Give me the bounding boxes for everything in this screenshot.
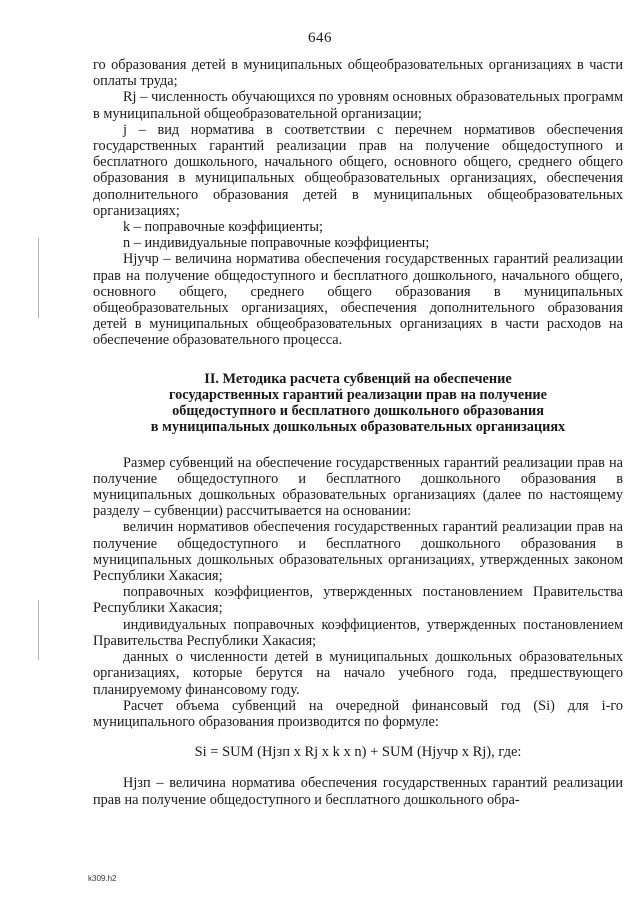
paragraph: Размер субвенций на обеспечение государственных гарантий реализации прав на получение общедоступного и бесплатного дошкольного образования в муниципальных дошкольных образовательных организациях (далее по настоящему разделу – субвенции) рассчитывается на основании: bbox=[93, 454, 623, 520]
section-heading-line: в муниципальных дошкольных образовательных организациях bbox=[150, 418, 566, 435]
footer-code: k309.h2 bbox=[88, 874, 117, 883]
paragraph: данных о численности детей в муниципальных дошкольных образовательных организациях, которые берутся на начало учебного года, предшествующего планируемому финансовому году. bbox=[93, 649, 623, 698]
document-body bbox=[93, 57, 623, 808]
paragraph: индивидуальных поправочных коэффициентов, утвержденных постановлением Правительства Республики Хакасия; bbox=[93, 616, 623, 649]
paragraph: n – индивидуальные поправочные коэффициенты; bbox=[123, 235, 430, 252]
paragraph: Расчет объема субвенций на очередной финансовый год (Si) для i-го муниципального образования производится по формуле: bbox=[93, 697, 623, 730]
paragraph: Hjучр – величина норматива обеспечения государственных гарантий реализации прав на получение общедоступного и бесплатного дошкольного, начального общего, основного общего, среднего общего образования в муниципальных общеобразовательных организациях, обеспечения дополнительного образования детей в муниципальных общеобразовательных организациях в части расходов на обеспечение образовательного процесса. bbox=[93, 251, 623, 349]
paragraph: величин нормативов обеспечения государственных гарантий реализации прав на получение общедоступного и бесплатного дошкольного образования в муниципальных дошкольных образовательных организациях, утвержденных законом Республики Хакасия; bbox=[93, 519, 623, 585]
section-heading-line: государственных гарантий реализации прав на получение bbox=[168, 386, 548, 403]
paragraph: го образования детей в муниципальных общеобразовательных организациях в части оплаты труда; bbox=[93, 57, 623, 90]
paragraph: Rj – численность обучающихся по уровням основных образовательных программ в муниципальной общеобразовательной организации; bbox=[93, 89, 623, 122]
formula: Si = SUM (Hjзп x Rj x k x n) + SUM (Hjучр x Rj), где: bbox=[194, 744, 522, 761]
margin-scan-mark bbox=[38, 238, 39, 318]
paragraph: k – поправочные коэффициенты; bbox=[123, 219, 324, 236]
section-heading-line: II. Методика расчета субвенций на обеспечение bbox=[204, 370, 512, 387]
paragraph: поправочных коэффициентов, утвержденных постановлением Правительства Республики Хакасия; bbox=[93, 584, 623, 617]
paragraph: j – вид норматива в соответствии с перечнем нормативов обеспечения государственных гарантий реализации прав на получение общедоступного и бесплатного дошкольного, начального общего, основного общего, среднего общего образования в муниципальных общеобразовательных организациях, обеспечения дополнительного образования детей в муниципальных общеобразовательных организациях; bbox=[93, 121, 623, 219]
section-heading bbox=[93, 371, 623, 435]
section-heading-line: общедоступного и бесплатного дошкольного образования bbox=[172, 402, 544, 419]
margin-scan-mark bbox=[38, 600, 39, 660]
paragraph: Hjзп – величина норматива обеспечения государственных гарантий реализации прав на получение общедоступного и бесплатного дошкольного обра- bbox=[93, 775, 623, 808]
page-number: 646 bbox=[308, 30, 332, 46]
